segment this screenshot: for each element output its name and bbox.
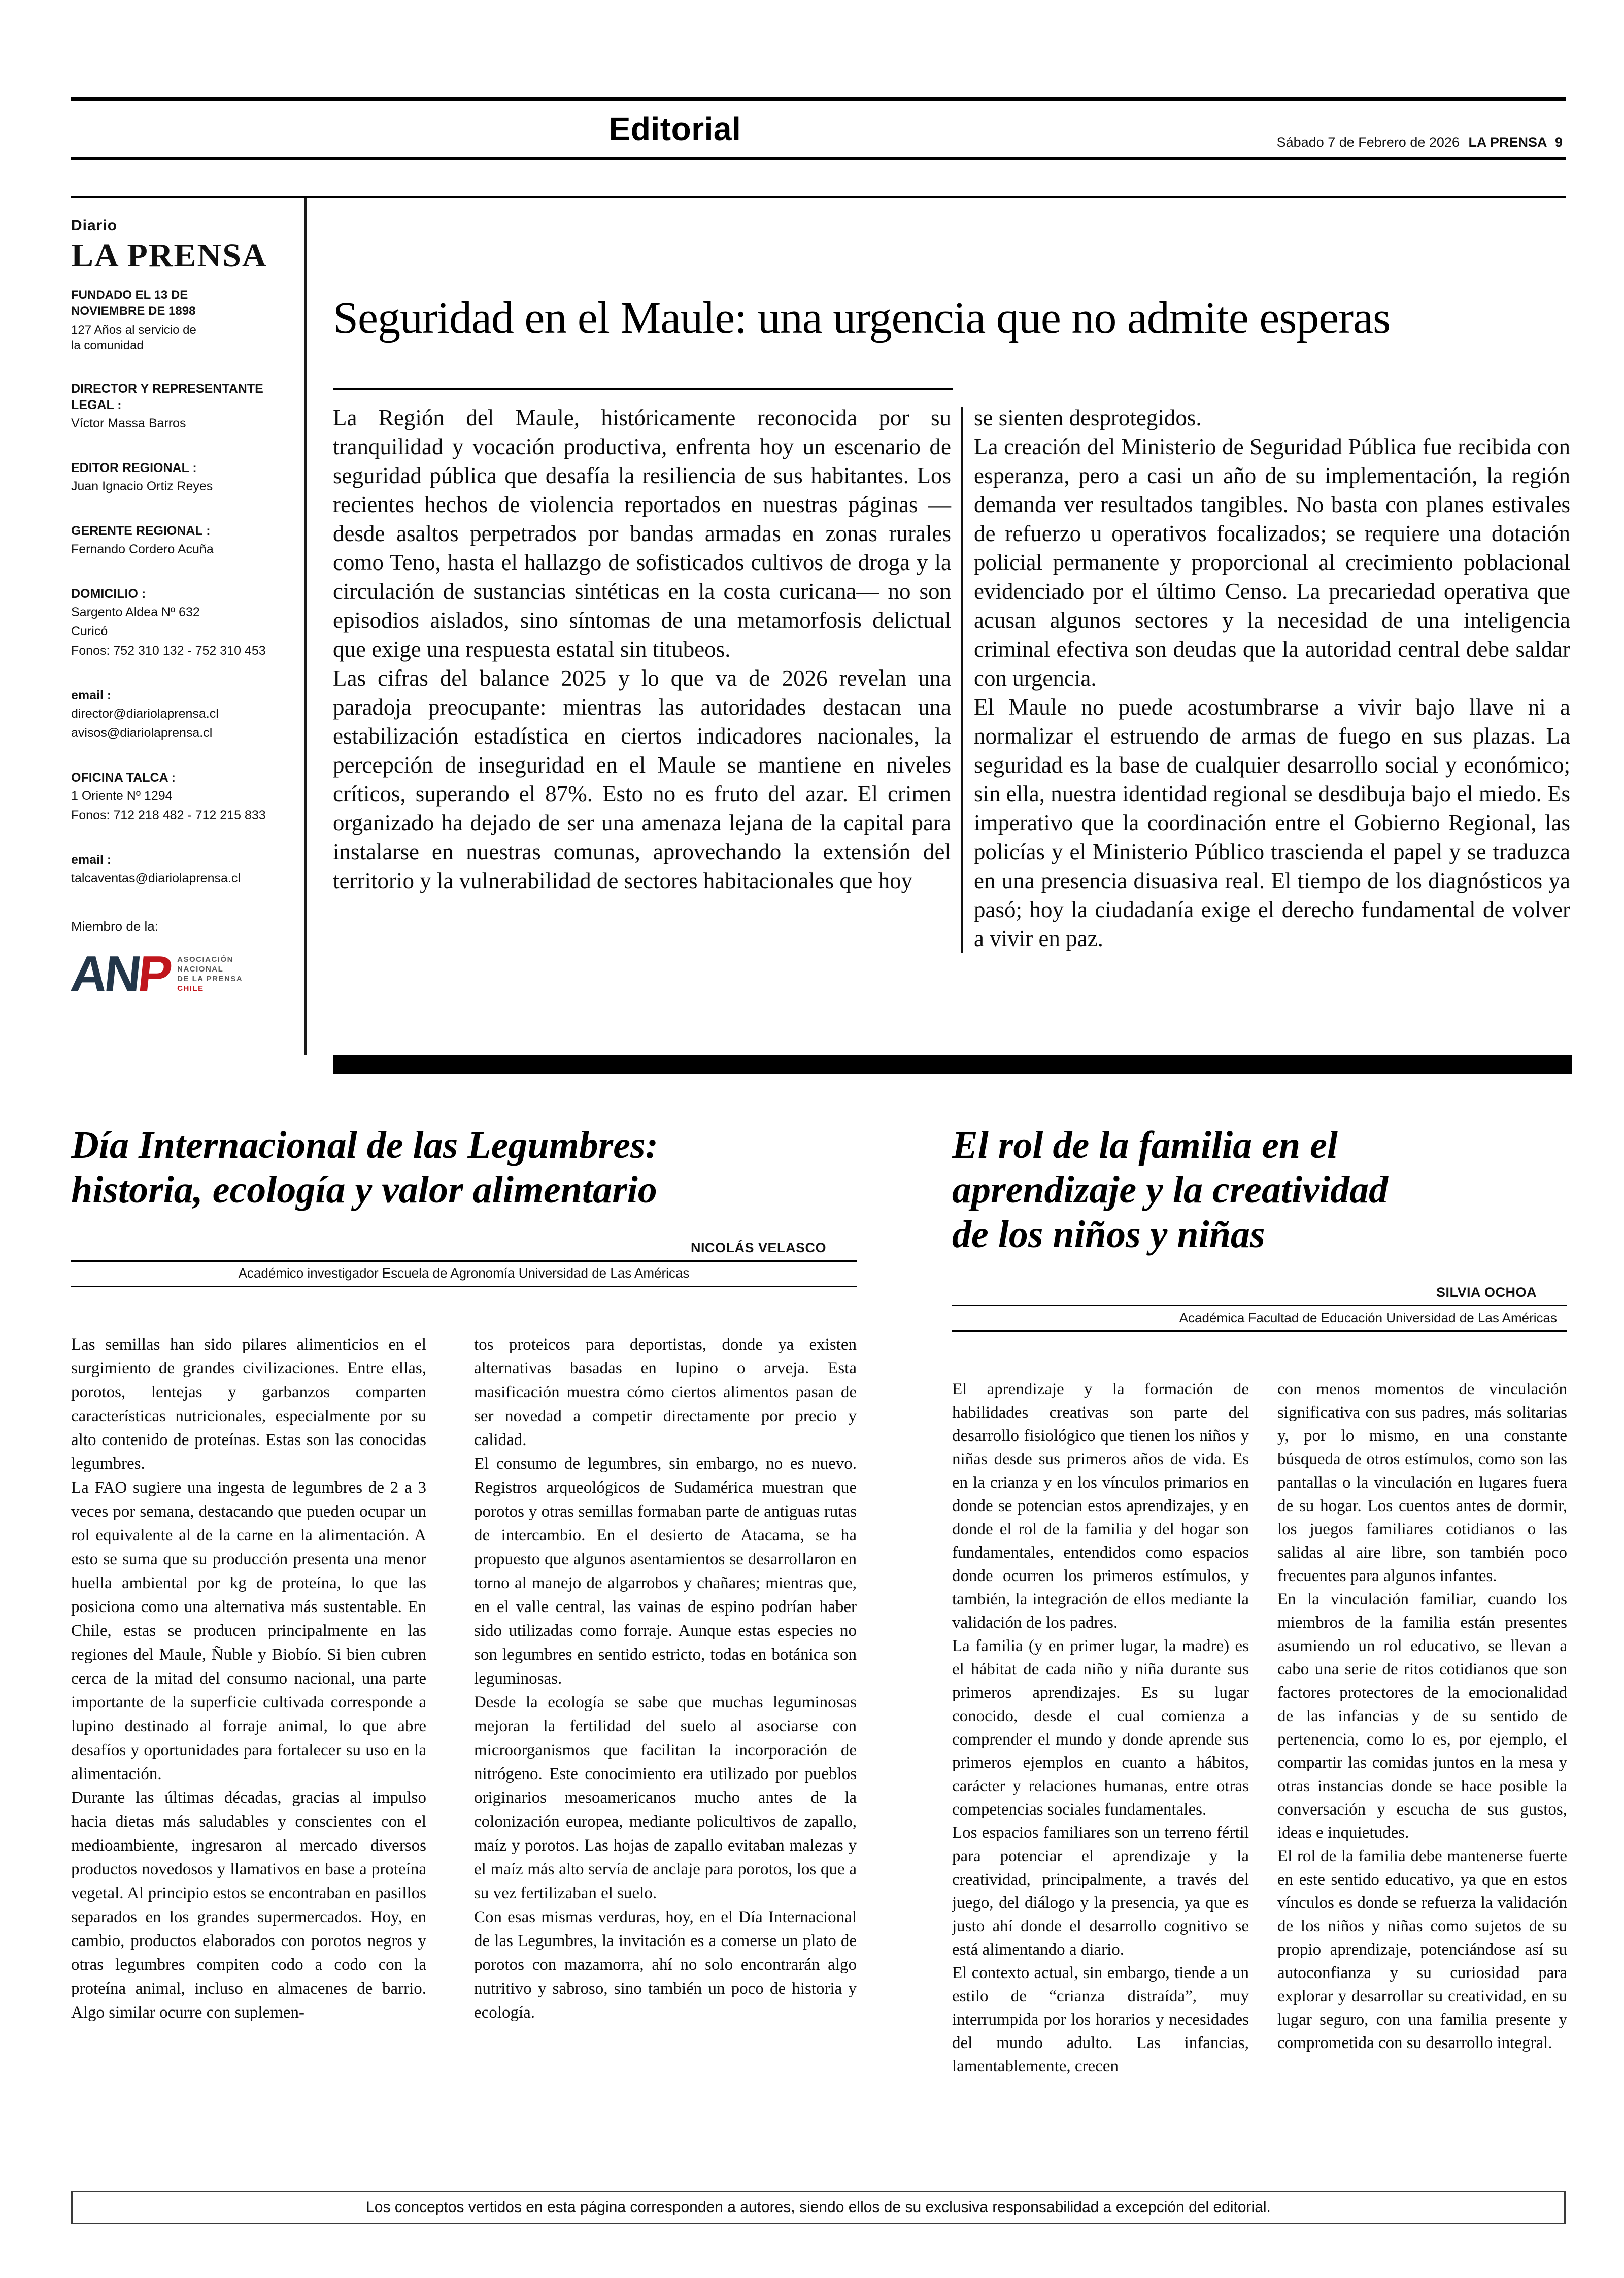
editorial-column-1 xyxy=(333,404,951,953)
date-text: Sábado 7 de Febrero de 2026 xyxy=(1276,135,1460,150)
article-paragraph: Los espacios familiares son un terreno fértil para potenciar el aprendizaje y la creatividad, principalmente, a través del juego, del diálogo y la presencia, ya que es justo ahí donde el desarrollo cognitivo se está alimentando a diario. xyxy=(952,1824,1249,1959)
editorial-paragraph: El Maule no puede acostumbrarse a vivir bajo llave ni a normalizar el estruendo de armas de fuego en sus plazas. La seguridad es la base de cualquier desarrollo social y económico; sin ella, nuestra identidad regional se desdibuja bajo el miedo. Es imperativo que la coordinación entre el Gobierno Regional, las policías y el Ministerio Público trascienda el papel y se traduzca en una presencia disuasiva real. El tiempo de los diagnósticos ya pasó; hoy la ciudadanía exige el derecho fundamental de volver a vivir en paz. xyxy=(974,694,1570,951)
founded-line: FUNDADO EL 13 DE NOVIEMBRE DE 1898 xyxy=(71,288,196,318)
entry-line: Fernando Cordero Acuña xyxy=(71,542,214,556)
article-paragraph: Desde la ecología se sabe que muchas leguminosas mejoran la fertilidad del suelo al asociarse con microorganismos que facilitan la incorporación de nitrógeno. Este conocimiento era utilizado por pueblos originarios mesoamericanos mucho antes de la colonización europea, mediante policultivos de zapallo, maíz y porotos. Las hojas de zapallo evitaban malezas y el maíz más alto servía de anclaje para porotos, los que a su vez fertilizaban el suelo. xyxy=(474,1693,857,1902)
anp-logo xyxy=(68,946,292,1002)
article-paragraph: La FAO sugiere una ingesta de legumbres de 2 a 3 veces por semana, destacando que pueden ocupar un rol equivalente al de la carne en la alimentación. A esto se suma que su producción presenta una menor huella ambiental por kg de proteína, lo que las posiciona como una alternativa más sustentable. En Chile, estas se producen principalmente en las regiones del Maule, Ñuble y Biobío. Si bien cubren cerca de la mitad del consumo nacional, una parte importante de la superficie cultivada corresponde a lupino destinado al forraje animal, lo que abre desafíos y oportunidades para fortalecer su uso en la alimentación. xyxy=(71,1479,426,1783)
article-paragraph: El rol de la familia debe mantenerse fuerte en este sentido educativo, ya que en estos vínculos es donde se refuerza la validación de los niños y niñas como sujetos de su propio aprendizaje, potenciándose así su autoconfianza y su curiosidad para explorar y desarrollar su creatividad, en su lugar seguro, con una familia presente y comprometida con su desarrollo integral. xyxy=(1277,1847,1567,2052)
editorial-end-bar xyxy=(333,1055,1572,1074)
entry-lines xyxy=(71,705,292,742)
editorial-paragraph: Las cifras del balance 2025 y lo que va de 2026 revelan una paradoja preocupante: mientras las autoridades destacan una estabilización estadística en ciertos indicadores nacionales, la percepción de inseguridad en el Maule se mantiene en niveles críticos, superando el 87%. Esto no es fruto del azar. El crimen organizado ha dejado de ser una amenaza lejana de la capital para instalarse en nuestras comunas, aprovechando la extensión del territorio y la vulnerabilidad de sectores habitacionales que hoy xyxy=(333,665,951,893)
masthead-entry-editor xyxy=(71,460,292,495)
article-paragraph: El consumo de legumbres, sin embargo, no es nuevo. Registros arqueológicos de Sudamérica muestran que porotos y otras semillas formaban parte de antiguas rutas de intercambio. En el desierto de Atacama, se ha propuesto que algunos asentamientos se desarrollaron en torno al manejo de algarrobos y chañares; mientras que, en el valle central, las vainas de espino podrían haber sido utilizadas como forraje. Aunque estas especies no son legumbres en sentido estricto, todas en botánica son leguminosas. xyxy=(474,1455,857,1688)
entry-lines xyxy=(71,415,292,432)
masthead xyxy=(68,217,292,1002)
editorial-paragraph: se sienten desprotegidos. xyxy=(974,405,1202,430)
masthead-entry-email-talca xyxy=(71,852,292,887)
editorial-columns xyxy=(333,404,1570,953)
article-paragraph: El aprendizaje y la formación de habilidades creativas son parte del desarrollo fisiológico que tienen los niños y niñas desde sus primeros años de vida. Es en la crianza y en los vínculos primarios en donde se potencian estos aprendizajes, y en donde el rol de la familia y del hogar son fundamentales, entendidos como espacios donde ocurren los primeros estímulos, y también, la integración de ellos mediante la validación de los padres. xyxy=(952,1380,1249,1632)
entry-line: Curicó xyxy=(71,624,108,639)
anp-caption-line: ASOCIACIÓN xyxy=(177,955,233,964)
disclaimer-text: Los conceptos vertidos en esta página corresponden a autores, siendo ellos de su exclusiva responsabilidad a excepción del editorial. xyxy=(366,2199,1271,2216)
content-top-rule xyxy=(71,196,1566,198)
editorial-section xyxy=(333,290,1570,953)
article-title xyxy=(952,1123,1567,1257)
anp-letter-n: N xyxy=(101,946,142,1002)
entry-label: GERENTE REGIONAL : xyxy=(71,524,211,538)
title-line: aprendizaje y la creatividad xyxy=(952,1168,1389,1211)
article-title xyxy=(71,1123,857,1212)
article-paragraph: La familia (y en primer lugar, la madre) es el hábitat de cada niño y niña durante sus primeros aprendizajes. Es su lugar conocido, desde el cual comienza a comprender el mundo y donde aprende sus primeros ejemplos en cuanto a hábitos, carácter y relaciones humanas, entre otras competencias sociales fundamentales. xyxy=(952,1637,1249,1819)
author-affiliation: Académica Facultad de Educación Universidad de Las Américas xyxy=(1179,1310,1557,1325)
editorial-paragraph: La Región del Maule, históricamente reconocida por su tranquilidad y vocación productiva, enfrenta hoy un escenario de seguridad pública que desafía la resiliencia de sus habitantes. Los recientes hechos de violencia reportados en nuestras páginas —desde asaltos perpetrados por bandas armadas en zonas rurales como Teno, hasta el hallazgo de sofisticados cultivos de droga y la circulación de sustancias sintéticas en la costa curicana— no son episodios aislados, sino síntomas de una metamorfosis delictual que exige una respuesta estatal sin titubeos. xyxy=(333,405,951,662)
masthead-entry-oficina-talca xyxy=(71,769,292,824)
anp-caption xyxy=(177,955,243,993)
anp-letters xyxy=(68,946,173,1002)
masthead-divider-rule xyxy=(304,198,307,1055)
entry-line: avisos@diariolaprensa.cl xyxy=(71,726,213,740)
entry-line: director@diariolaprensa.cl xyxy=(71,707,219,721)
article-column-2 xyxy=(1277,1378,1567,2078)
title-line: de los niños y niñas xyxy=(952,1213,1265,1256)
article-columns xyxy=(71,1333,857,2025)
headline-rule xyxy=(333,388,953,390)
editorial-column-divider xyxy=(961,407,963,953)
anp-caption-line: NACIONAL xyxy=(177,965,224,974)
masthead-entry-domicilio xyxy=(71,586,292,660)
entry-lines xyxy=(71,869,292,887)
byline-rule xyxy=(71,1260,857,1262)
entry-label: DIRECTOR Y REPRESENTANTE LEGAL : xyxy=(71,382,263,412)
article-legumbres xyxy=(71,1123,857,2025)
page-number: 9 xyxy=(1554,135,1563,150)
article-columns xyxy=(952,1378,1567,2078)
anp-letter-a: A xyxy=(68,946,108,1002)
editorial-paragraph: La creación del Ministerio de Seguridad Pública fue recibida con esperanza, pero a casi un año de su implementación, la región demanda ver resultados tangibles. No basta con planes estivales de refuerzo u operativos focalizados; se requiere una dotación policial permanente y proporcional al crecimiento poblacional evidenciado por el último Censo. La precariedad operativa que acusan algunos sectores y la necesidad de una inteligencia criminal efectiva son deudas que la autoridad central debe saldar con urgencia. xyxy=(974,434,1570,691)
tagline: 127 Años al servicio de la comunidad xyxy=(71,323,196,352)
anp-caption-line: CHILE xyxy=(177,984,204,993)
byline-rule xyxy=(952,1330,1567,1332)
entry-line: Juan Ignacio Ortiz Reyes xyxy=(71,479,213,493)
entry-line: talcaventas@diariolaprensa.cl xyxy=(71,871,241,885)
byline-block xyxy=(952,1285,1567,1332)
member-label: Miembro de la: xyxy=(71,919,158,934)
entry-label: EDITOR REGIONAL : xyxy=(71,461,197,475)
article-column-1 xyxy=(952,1378,1249,2078)
entry-lines xyxy=(71,541,292,558)
dateline xyxy=(1277,135,1563,150)
entry-line: 1 Oriente Nº 1294 xyxy=(71,789,173,803)
article-familia xyxy=(952,1123,1567,2078)
entry-label: DOMICILIO : xyxy=(71,587,146,601)
byline-block xyxy=(71,1240,857,1287)
article-paragraph: Durante las últimas décadas, gracias al impulso hacia dietas más saludables y conscientes con el medioambiente, ingresaron al mercado diversos productos novedosos y llamativos en base a proteína vegetal. Al principio estos se encontraban en pasillos separados en los grandes supermercados. Hoy, en cambio, productos elaborados con porotos negros y otras legumbres compiten codo a codo con la proteína animal, incluso en almacenes de barrio. Algo similar ocurre con suplemen- xyxy=(71,1789,426,2022)
paper-name: LA PRENSA xyxy=(1468,135,1547,150)
article-paragraph: El contexto actual, sin embargo, tiende a un estilo de “crianza distraída”, muy interrumpida por los horarios y necesidades del mundo adulto. Las infancias, lamentablemente, crecen xyxy=(952,1964,1249,2075)
article-paragraph: con menos momentos de vinculación significativa con sus padres, más solitarias y, por lo mismo, en una constante búsqueda de otros estímulos, como son las pantallas o la vinculación en lugares fuera de su hogar. Los cuentos antes de dormir, los juegos familiares cotidianos o las salidas al aire libre, son también poco frecuentes para algunos infantes. xyxy=(1277,1380,1567,1585)
entry-lines xyxy=(71,478,292,495)
anp-caption-line: DE LA PRENSA xyxy=(177,975,243,983)
entry-lines xyxy=(71,787,292,824)
masthead-entry-director xyxy=(71,381,292,432)
author-affiliation: Académico investigador Escuela de Agronomía Universidad de Las Américas xyxy=(238,1265,690,1281)
article-paragraph: tos proteicos para deportistas, donde ya existen alternativas basadas en lupino o arveja. Esta masificación muestra cómo ciertos alimentos pasan de ser novedad a competir directamente por precio y calidad. xyxy=(474,1335,857,1449)
title-line: Día Internacional de las Legumbres: xyxy=(71,1124,658,1166)
section-title: Editorial xyxy=(608,111,741,147)
entry-label: OFICINA TALCA : xyxy=(71,770,176,785)
entry-line: Sargento Aldea Nº 632 xyxy=(71,605,200,619)
title-line: historia, ecología y valor alimentario xyxy=(71,1168,657,1211)
brand-name: LA PRENSA xyxy=(71,237,267,274)
byline-rule xyxy=(71,1286,857,1287)
entry-line: Fonos: 712 218 482 - 712 215 833 xyxy=(71,808,266,822)
masthead-entry-email-curico xyxy=(71,687,292,742)
disclaimer-box xyxy=(71,2191,1566,2224)
section-header-band xyxy=(71,97,1566,160)
article-column-1 xyxy=(71,1333,426,2025)
article-paragraph: En la vinculación familiar, cuando los miembros de la familia están presentes asumiendo un rol educativo, se llevan a cabo una serie de ritos cotidianos que son factores protectores de la emocionalidad de las infancias y de su sentido de pertenencia, como lo es, por ejemplo, el compartir las comidas juntos en la mesa y otras instancias donde se hace posible la conversación y escucha de sus gustos, ideas e inquietudes. xyxy=(1277,1590,1567,1842)
article-column-2 xyxy=(474,1333,857,2025)
brand-kicker: Diario xyxy=(71,217,118,234)
title-line: El rol de la familia en el xyxy=(952,1124,1338,1166)
editorial-headline: Seguridad en el Maule: una urgencia que no admite esperas xyxy=(333,293,1391,343)
article-paragraph: Las semillas han sido pilares alimenticios en el surgimiento de grandes civilizaciones. Entre ellas, porotos, lentejas y garbanzos comparten características nutricionales, especialmente por su alto contenido de proteínas. Estas son las conocidas legumbres. xyxy=(71,1335,426,1473)
entry-lines xyxy=(71,604,292,660)
byline-rule xyxy=(952,1305,1567,1306)
masthead-entry-gerente xyxy=(71,523,292,558)
entry-label: email : xyxy=(71,853,112,867)
author-name: SILVIA OCHOA xyxy=(1436,1285,1537,1300)
brand-block xyxy=(71,217,292,275)
article-paragraph: Con esas mismas verduras, hoy, en el Día Internacional de las Legumbres, la invitación es a comerse un plato de porotos con mazamorra, ahí no solo encontrarán algo nutritivo y sabroso, sino también un poco de historia y ecología. xyxy=(474,1908,857,2022)
author-name: NICOLÁS VELASCO xyxy=(690,1240,826,1255)
entry-line: Víctor Massa Barros xyxy=(71,416,186,430)
editorial-column-2 xyxy=(974,404,1570,953)
entry-label: email : xyxy=(71,688,112,702)
anp-letter-p: P xyxy=(135,946,173,1002)
entry-line: Fonos: 752 310 132 - 752 310 453 xyxy=(71,644,266,658)
